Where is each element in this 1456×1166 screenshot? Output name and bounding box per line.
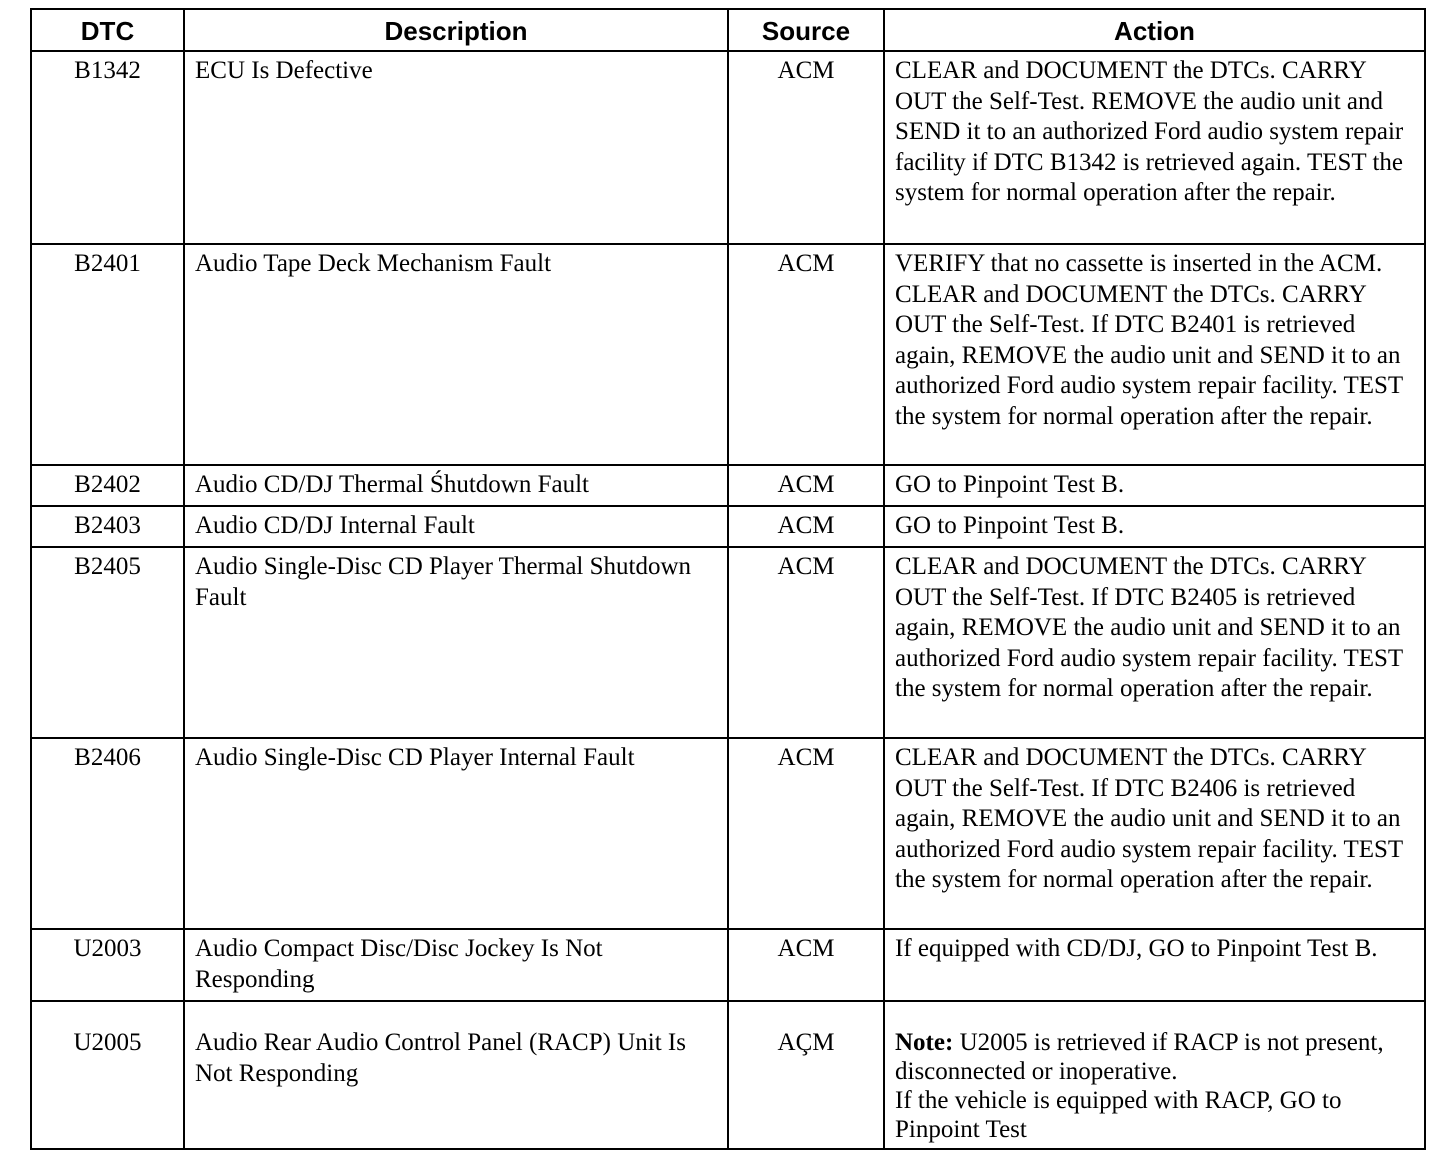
dtc-code: B2403 (31, 506, 184, 547)
dtc-action: If equipped with CD/DJ, GO to Pinpoint Test B. (884, 929, 1425, 1001)
dtc-code: U2003 (31, 929, 184, 1001)
dtc-code: B2406 (31, 738, 184, 929)
dtc-description: Audio Single-Disc CD Player Internal Fault (184, 738, 728, 929)
dtc-action-cell (884, 1001, 1425, 1149)
dtc-description: Audio CD/DJ Thermal Śhutdown Fault (184, 465, 728, 506)
dtc-action: CLEAR and DOCUMENT the DTCs. CARRY OUT the Self-Test. If DTC B2405 is retrieved again, REMOVE the audio unit and SEND it to an authorized Ford audio system repair facility. TEST the system for normal operation after the repair. (884, 547, 1425, 738)
dtc-action: CLEAR and DOCUMENT the DTCs. CARRY OUT the Self-Test. If DTC B2406 is retrieved again, REMOVE the audio unit and SEND it to an authorized Ford audio system repair facility. TEST the system for normal operation after the repair. (884, 738, 1425, 929)
table-row (31, 1001, 1425, 1149)
dtc-action: CLEAR and DOCUMENT the DTCs. CARRY OUT the Self-Test. REMOVE the audio unit and SEND it to an authorized Ford audio system repair facility if DTC B1342 is retrieved again. TEST the system for normal operation after the repair. (884, 51, 1425, 244)
dtc-action: VERIFY that no cassette is inserted in the ACM. CLEAR and DOCUMENT the DTCs. CARRY OUT the Self-Test. If DTC B2401 is retrieved again, REMOVE the audio unit and SEND it to an authorized Ford audio system repair facility. TEST the system for normal operation after the repair. (884, 244, 1425, 465)
table-row (31, 547, 1425, 738)
table-row (31, 506, 1425, 547)
dtc-source: ACM (728, 929, 884, 1001)
header-description: Description (184, 9, 728, 51)
dtc-action: GO to Pinpoint Test B. (884, 506, 1425, 547)
dtc-table (30, 8, 1426, 1150)
dtc-description: Audio Tape Deck Mechanism Fault (184, 244, 728, 465)
dtc-description: Audio CD/DJ Internal Fault (184, 506, 728, 547)
dtc-code: B2401 (31, 244, 184, 465)
dtc-source: ACM (728, 738, 884, 929)
dtc-action: GO to Pinpoint Test B. (884, 465, 1425, 506)
dtc-description: Audio Rear Audio Control Panel (RACP) Unit Is Not Responding (184, 1001, 728, 1149)
dtc-action: If the vehicle is equipped with RACP, GO to Pinpoint Test (895, 1087, 1342, 1143)
dtc-description: ECU Is Defective (184, 51, 728, 244)
note-label: Note: (895, 1029, 954, 1056)
dtc-source: ACM (728, 465, 884, 506)
table-header-row (31, 9, 1425, 51)
dtc-code: U2005 (31, 1001, 184, 1149)
table-row (31, 929, 1425, 1001)
dtc-description: Audio Single-Disc CD Player Thermal Shutdown Fault (184, 547, 728, 738)
table-row (31, 244, 1425, 465)
dtc-source: AÇM (728, 1001, 884, 1149)
header-dtc: DTC (31, 9, 184, 51)
header-action: Action (884, 9, 1425, 51)
table-row (31, 465, 1425, 506)
note-text: U2005 is retrieved if RACP is not present, disconnected or inoperative. (895, 1029, 1384, 1085)
table-row (31, 51, 1425, 244)
dtc-source: ACM (728, 244, 884, 465)
dtc-code: B2402 (31, 465, 184, 506)
dtc-description: Audio Compact Disc/Disc Jockey Is Not Responding (184, 929, 728, 1001)
dtc-code: B1342 (31, 51, 184, 244)
dtc-source: ACM (728, 547, 884, 738)
dtc-code: B2405 (31, 547, 184, 738)
dtc-source: ACM (728, 506, 884, 547)
header-source: Source (728, 9, 884, 51)
dtc-source: ACM (728, 51, 884, 244)
table-row (31, 738, 1425, 929)
